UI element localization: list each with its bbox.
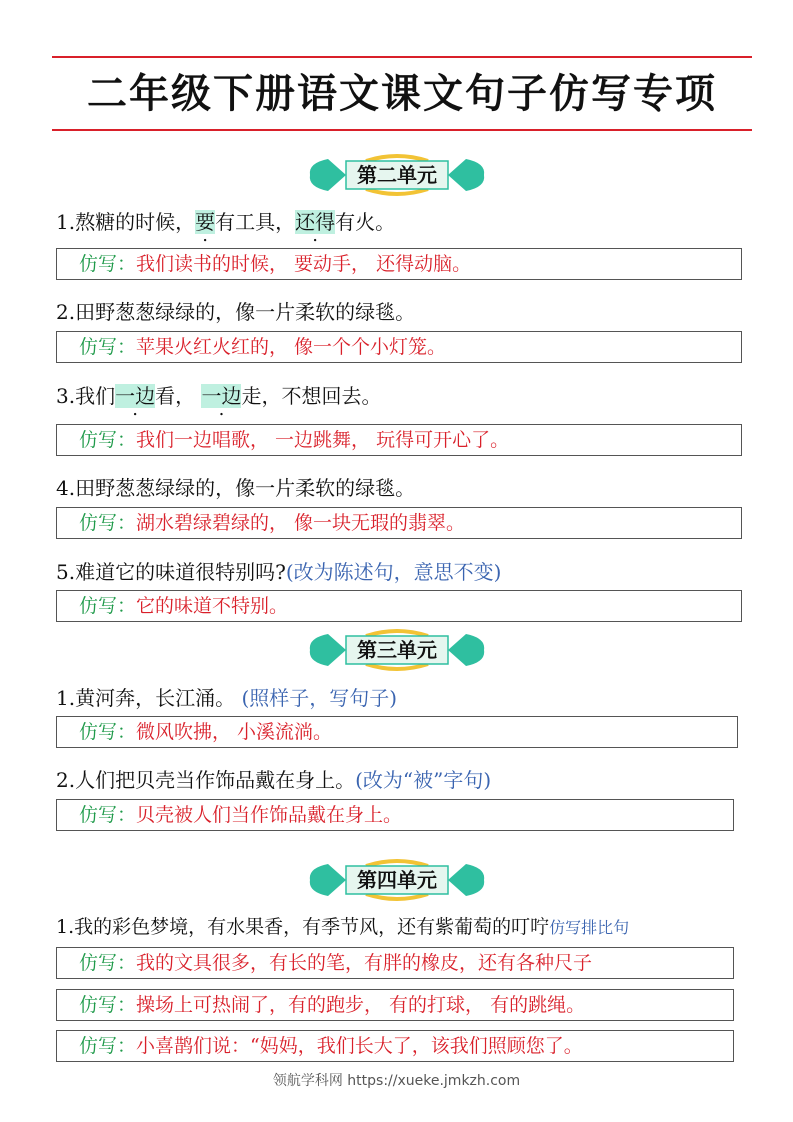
question-u4-1: 1.我的彩色梦境，有水果香，有季节风，还有紫葡萄的叮咛仿写排比句 xyxy=(56,916,630,938)
unit-banner-4 xyxy=(306,858,488,902)
highlight-keyword: 还得 xyxy=(295,210,336,234)
unit-banner-2 xyxy=(306,153,488,197)
question-u2-3: 3.我们一边看， 一边走，不想回去。 xyxy=(56,384,382,408)
highlight-keyword: 要 xyxy=(195,210,216,234)
answer-box-u2-3: 仿写：我们一边唱歌， 一边跳舞， 玩得可开心了。 xyxy=(56,424,742,456)
question-u2-5: 5.难道它的味道很特别吗?(改为陈述句，意思不变) xyxy=(56,560,502,584)
question-u2-2: 2.田野葱葱绿绿的，像一片柔软的绿毯。 xyxy=(56,300,416,324)
answer-box-u4-1b: 仿写：操场上可热闹了，有的跑步， 有的打球， 有的跳绳。 xyxy=(56,989,734,1021)
footer-watermark: 领航学科网 https://xueke.jmkzh.com xyxy=(272,1073,521,1089)
answer-box-u3-1: 仿写：微风吹拂， 小溪流淌。 xyxy=(56,716,738,748)
page-title: 二年级下册语文课文句子仿写专项 xyxy=(87,71,717,117)
unit-banner-3 xyxy=(306,628,488,672)
title-underline xyxy=(52,129,752,131)
top-rule xyxy=(52,56,752,58)
answer-box-u2-5: 仿写：它的味道不特别。 xyxy=(56,590,742,622)
unit-title: 第三单元 xyxy=(357,638,437,662)
answer-box-u2-1: 仿写：我们读书的时候， 要动手， 还得动脑。 xyxy=(56,248,742,280)
answer-box-u4-1c: 仿写：小喜鹊们说：“妈妈，我们长大了，该我们照顾您了。 xyxy=(56,1030,734,1062)
question-u2-1: 1.熬糖的时候，要有工具，还得有火。 xyxy=(56,210,396,234)
answer-box-u4-1a: 仿写：我的文具很多，有长的笔，有胖的橡皮，还有各种尺子 xyxy=(56,947,734,979)
question-u3-2: 2.人们把贝壳当作饰品戴在身上。(改为“被”字句) xyxy=(56,768,492,792)
question-note: (改为陈述句，意思不变) xyxy=(285,560,502,584)
answer-box-u2-4: 仿写：湖水碧绿碧绿的， 像一块无瑕的翡翠。 xyxy=(56,507,742,539)
question-u3-1: 1.黄河奔，长江涌。 (照样子，写句子) xyxy=(56,686,398,710)
highlight-keyword: 一边 xyxy=(201,384,242,408)
answer-box-u3-2: 仿写：贝壳被人们当作饰品戴在身上。 xyxy=(56,799,734,831)
answer-box-u2-2: 仿写：苹果火红火红的， 像一个个小灯笼。 xyxy=(56,331,742,363)
question-u2-4: 4.田野葱葱绿绿的，像一片柔软的绿毯。 xyxy=(56,476,416,500)
question-note: (改为“被”字句) xyxy=(355,768,492,792)
highlight-keyword: 一边 xyxy=(115,384,156,408)
unit-title: 第四单元 xyxy=(357,868,437,892)
unit-title: 第二单元 xyxy=(357,163,437,187)
question-note: (照样子，写句子) xyxy=(235,686,398,710)
question-note: 仿写排比句 xyxy=(549,918,630,937)
